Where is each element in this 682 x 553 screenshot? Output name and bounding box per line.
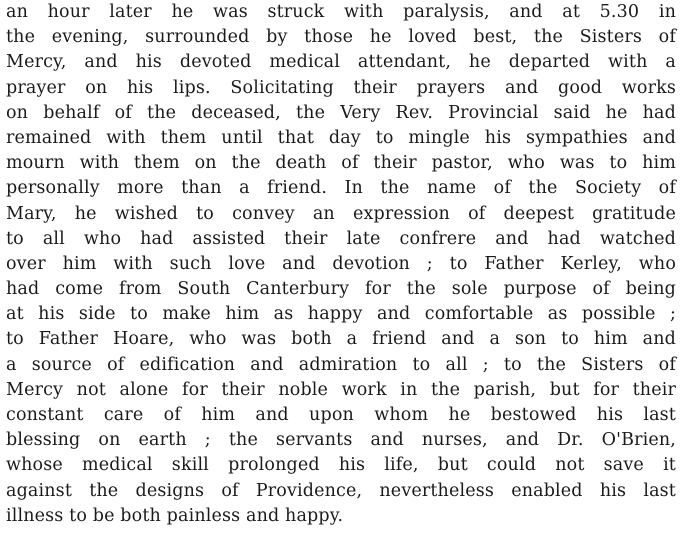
text-line: Mary, he wished to convey an expression of deepest gratitude <box>6 203 676 224</box>
text-line: to Father Hoare, who was both a friend and a son to him and <box>6 329 676 350</box>
text-line: to all who had assisted their late confrere and had watched <box>6 228 676 249</box>
body-paragraph <box>6 0 682 529</box>
text-line: had come from South Canterbury for the sole purpose of being <box>6 279 676 300</box>
text-line: on behalf of the deceased, the Very Rev. Provincial said he had <box>6 102 676 123</box>
text-line: illness to be both painless and happy. <box>6 505 344 526</box>
text-line: over him with such love and devotion ; to Father Kerley, who <box>6 253 676 274</box>
text-line: the evening, surrounded by those he loved best, the Sisters of <box>6 27 676 48</box>
text-line: constant care of him and upon whom he bestowed his last <box>6 405 676 425</box>
text-line: Mercy, and his devoted medical attendant, he departed with a <box>6 52 676 73</box>
text-line: a source of edification and admiration to all ; to the Sisters of <box>6 354 676 375</box>
text-line: an hour later he was struck with paralysis, and at 5.30 in <box>6 2 676 22</box>
text-line: whose medical skill prolonged his life, but could not save it <box>6 455 676 476</box>
text-line: at his side to make him as happy and comfortable as possible ; <box>6 304 676 325</box>
text-line: against the designs of Providence, nevertheless enabled his last <box>6 480 676 501</box>
text-line: Mercy not alone for their noble work in the parish, but for their <box>6 379 676 400</box>
text-line: mourn with them on the death of their pastor, who was to him <box>6 153 676 174</box>
text-line: blessing on earth ; the servants and nurses, and Dr. O'Brien, <box>6 430 676 451</box>
text-line: remained with them until that day to mingle his sympathies and <box>6 127 676 148</box>
text-line: personally more than a friend. In the name of the Society of <box>6 178 676 199</box>
text-line: prayer on his lips. Solicitating their prayers and good works <box>6 77 676 98</box>
